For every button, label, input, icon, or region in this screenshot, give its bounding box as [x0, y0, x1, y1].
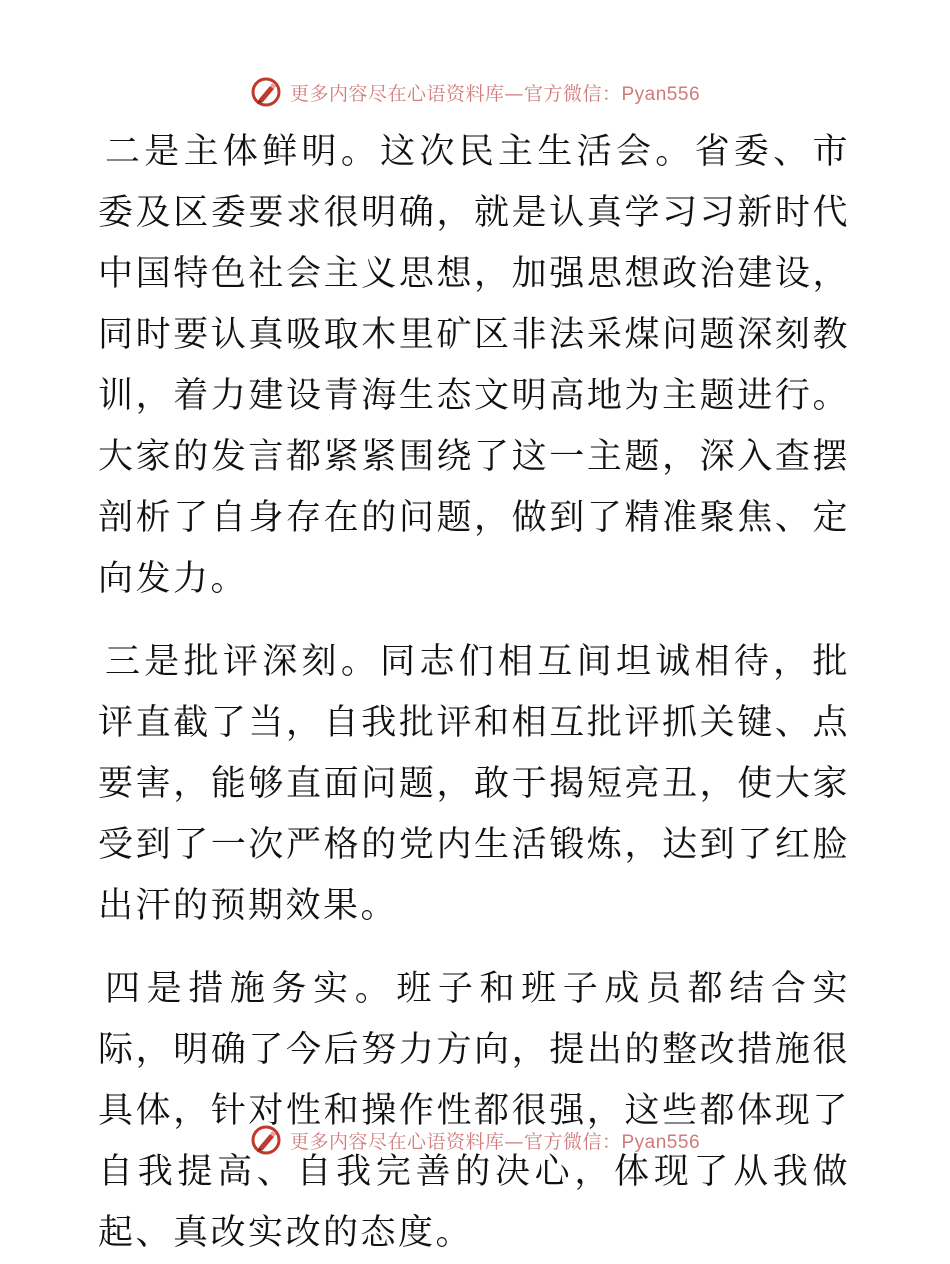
paragraph-2: 二是主体鲜明。这次民主生活会。省委、市委及区委要求很明确，就是认真学习习新时代中国特色社会主义思想，加强思想政治建设，同时要认真吸取木里矿区非法采煤问题深刻教训，着力建设青海生态文明高地为主题进行。大家的发言都紧紧围绕了这一主题，深入查摆剖析了自身存在的问题，做到了精准聚焦、定向发力。 [98, 132, 850, 599]
watermark-main: 更多内容尽在心语资料库 [289, 1130, 505, 1153]
watermark-text [290, 1127, 700, 1154]
pen-logo-icon [250, 76, 282, 108]
watermark-handle: Pyan556 [621, 1131, 701, 1153]
watermark-wechat: 官方微信： [523, 82, 622, 105]
document-body [98, 122, 850, 1264]
watermark-wechat: 官方微信： [523, 1130, 622, 1153]
pen-logo-icon [250, 1124, 282, 1156]
watermark-handle: Pyan556 [621, 83, 701, 105]
paragraph-3: 三是批评深刻。同志们相互间坦诚相待，批评直截了当，自我批评和相互批评抓关键、点要害，能够直面问题，敢于揭短亮丑，使大家受到了一次严格的党内生活锻炼，达到了红脸出汗的预期效果。 [98, 642, 850, 926]
footer-watermark [0, 1120, 950, 1160]
watermark-text [290, 79, 700, 106]
header-watermark [0, 72, 950, 112]
watermark-separator: — [504, 82, 524, 105]
watermark-main: 更多内容尽在心语资料库 [289, 82, 505, 105]
watermark-separator: — [504, 1130, 524, 1153]
paragraph-4: 四是措施务实。班子和班子成员都结合实际，明确了今后努力方向，提出的整改措施很具体，针对性和操作性都很强，这些都体现了自我提高、自我完善的决心，体现了从我做起、真改实改的态度。 [98, 969, 850, 1253]
